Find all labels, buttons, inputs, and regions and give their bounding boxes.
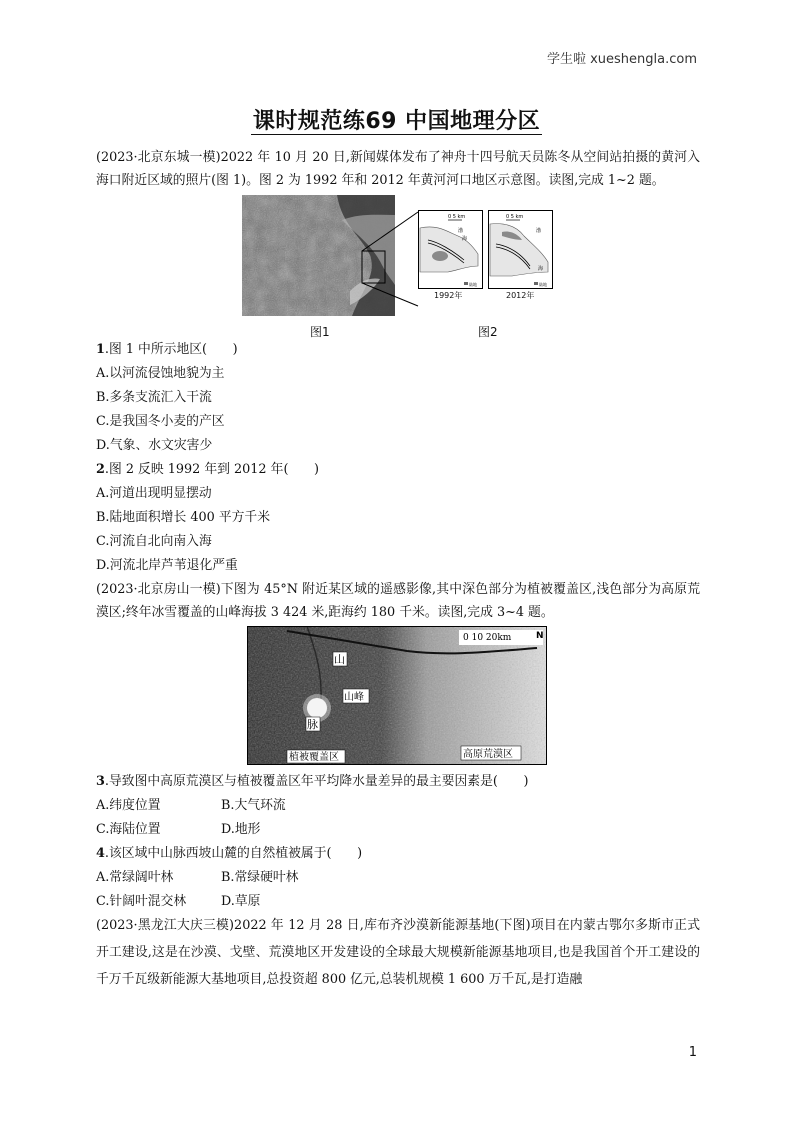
intro-paragraph-1: (2023·北京东城一模)2022 年 10 月 20 日,新闻媒体发布了神舟十四号航天员陈冬从空间站拍摄的黄河入海口附近区域的照片(图 1)。图 2 为 1992 年和 2012 年黄河河口地区示意图。读图,完成 1~2 题。 [96, 150, 700, 188]
svg-text:渤: 渤 [536, 228, 542, 234]
q4-option-c: C.针阔叶混交林 [96, 894, 187, 909]
map-2012 [488, 210, 554, 300]
page-number: 1 [688, 1045, 697, 1060]
q2-option-d: D.河流北岸芦苇退化严重 [96, 558, 238, 573]
q3-option-d: D.地形 [221, 822, 261, 837]
q1-option-c: C.是我国冬小麦的产区 [96, 414, 225, 429]
q1-option-a: A.以河流侵蚀地貌为主 [96, 366, 225, 381]
q3-option-a: A.纬度位置 [96, 798, 161, 813]
svg-text:山峰: 山峰 [344, 692, 364, 703]
svg-text:陆地: 陆地 [539, 282, 547, 287]
svg-text:脉: 脉 [307, 718, 318, 731]
svg-text:0 5 km: 0 5 km [506, 214, 524, 220]
svg-text:海: 海 [538, 266, 544, 272]
q1-option-b: B.多条支流汇入干流 [96, 390, 212, 405]
q1-option-d: D.气象、水文灾害少 [96, 438, 213, 453]
svg-text:高原荒漠区: 高原荒漠区 [463, 749, 513, 760]
map-1992-year: 1992年 [434, 291, 463, 300]
svg-text:山: 山 [334, 653, 345, 666]
site-watermark: 学生啦 xueshengla.com [546, 52, 697, 67]
scale-label: 0 5 km [448, 214, 466, 220]
figure-1-caption: 图1 [310, 325, 330, 339]
q4-option-a: A.常绿阔叶林 [96, 870, 174, 885]
map-2012-year: 2012年 [506, 291, 535, 300]
q3-option-b: B.大气环流 [221, 798, 286, 813]
remote-sensing-image [247, 626, 547, 769]
svg-text:陆地: 陆地 [469, 282, 477, 287]
question-4-stem: 4.该区域中山脉西坡山麓的自然植被属于( ) [96, 846, 363, 861]
intro-paragraph-2: (2023·北京房山一模)下图为 45°N 附近某区域的遥感影像,其中深色部分为植被覆盖区,浅色部分为高原荒漠区;终年冰雪覆盖的山峰海拔 3 424 米,距海约 180 千米。读图,完成 3~4 题。 [96, 582, 700, 620]
question-2-stem: 2.图 2 反映 1992 年到 2012 年( ) [96, 462, 320, 477]
q4-option-b: B.常绿硬叶林 [221, 870, 299, 885]
q2-option-c: C.河流自北向南入海 [96, 534, 212, 549]
map-1992 [418, 210, 484, 300]
q4-option-d: D.草原 [221, 894, 261, 909]
page-title: 课时规范练69 中国地理分区 [252, 109, 541, 134]
q2-option-b: B.陆地面积增长 400 平方千米 [96, 510, 271, 525]
question-1-stem: 1.图 1 中所示地区( ) [96, 342, 238, 357]
question-3-stem: 3.导致图中高原荒漠区与植被覆盖区年平均降水量差异的最主要因素是( ) [96, 774, 529, 789]
intro-paragraph-3: (2023·黑龙江大庆三模)2022 年 12 月 28 日,库布齐沙漠新能源基地(下图)项目在内蒙古鄂尔多斯市正式开工建设,这是在沙漠、戈壁、荒漠地区开发建设的全球最大规模新能源基地项目,也是我国首个开工建设的千万千瓦级新能源大基地项目,总投资超 800 亿元,总装机规模 1 600 万千瓦,是打造融 [96, 918, 700, 987]
north-arrow-label: N [536, 631, 544, 641]
figure-2-caption: 图2 [478, 325, 498, 339]
svg-text:植被覆盖区: 植被覆盖区 [289, 752, 339, 763]
svg-text:渤: 渤 [458, 228, 464, 234]
zoom-connector-lines [362, 210, 422, 310]
svg-text:海: 海 [462, 236, 468, 242]
image-scale: 0 10 20km [463, 633, 512, 643]
q2-option-a: A.河道出现明显摆动 [96, 486, 212, 501]
q3-option-c: C.海陆位置 [96, 822, 161, 837]
